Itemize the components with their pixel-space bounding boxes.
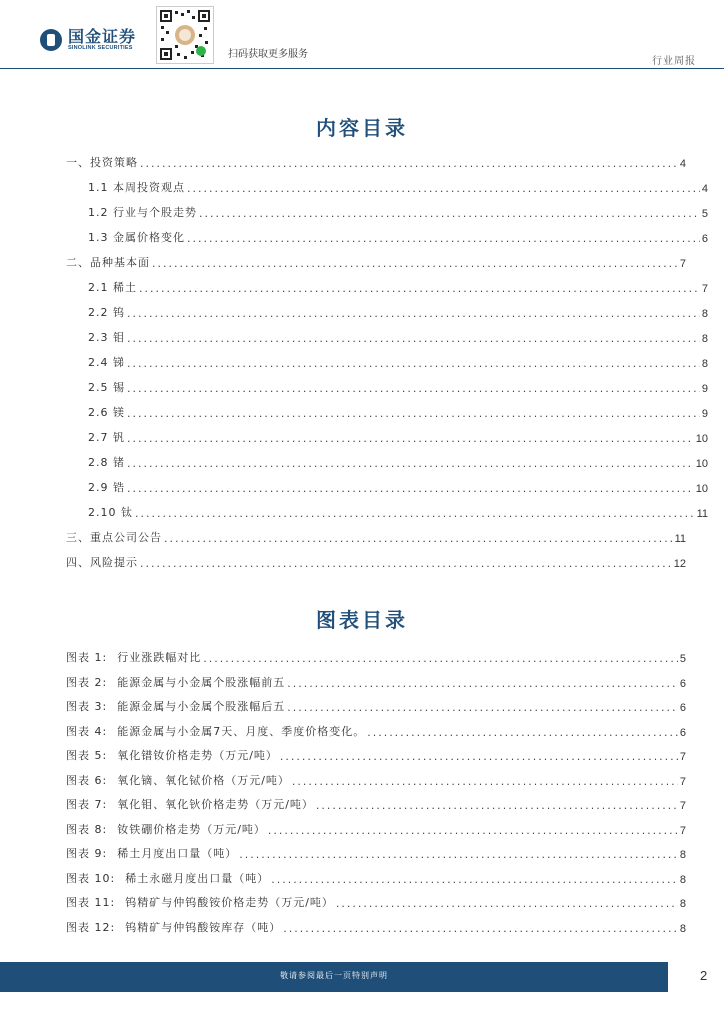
figure-page: 8 — [679, 922, 686, 935]
figure-label: 钨精矿与仲钨酸铵价格走势（万元/吨） — [125, 896, 334, 909]
dot-leader — [287, 677, 678, 690]
toc-entry[interactable] — [66, 404, 708, 420]
dot-leader — [187, 182, 700, 195]
toc-label: 二、品种基本面 — [66, 256, 150, 269]
brand-name-en: SINOLINK SECURITIES — [68, 45, 133, 51]
dot-leader — [127, 482, 694, 495]
figure-label: 氧化钼、氧化钬价格走势（万元/吨） — [117, 798, 314, 811]
toc-label: 2.2 钨 — [88, 306, 125, 319]
figure-label: 钨精矿与仲钨酸铵库存（吨） — [125, 920, 282, 934]
figure-entry[interactable] — [66, 723, 686, 739]
toc-entry[interactable] — [66, 354, 708, 370]
figure-entry[interactable] — [66, 821, 686, 837]
figure-label: 能源金属与小金属7天、月度、季度价格变化。 — [117, 724, 366, 738]
toc-label: 2.7 钒 — [88, 431, 125, 444]
toc-label: 三、重点公司公告 — [66, 531, 162, 544]
toc-label: 四、风险提示 — [66, 556, 138, 569]
toc-label: 2.3 钼 — [88, 331, 125, 344]
figure-label: 氧化镝、氧化铽价格（万元/吨） — [117, 773, 290, 787]
toc-label: 2.5 锡 — [88, 381, 125, 394]
toc-entry[interactable] — [66, 454, 708, 470]
figure-number: 图表 12: — [66, 920, 116, 934]
figure-entry[interactable] — [66, 845, 686, 861]
toc-entry[interactable] — [66, 429, 708, 445]
figure-label: 稀土月度出口量（吨） — [117, 847, 238, 860]
toc-entry[interactable] — [66, 179, 708, 195]
figure-number: 图表 11: — [66, 896, 116, 909]
toc-page: 10 — [695, 483, 708, 495]
toc-entry[interactable] — [66, 529, 686, 545]
figure-page: 8 — [679, 849, 686, 861]
toc-page: 8 — [701, 358, 708, 370]
dot-leader — [187, 232, 700, 245]
figure-entry[interactable] — [66, 919, 686, 935]
figure-entry[interactable] — [66, 674, 686, 690]
dot-leader — [127, 407, 700, 420]
toc-label: 1.2 行业与个股走势 — [88, 206, 197, 219]
dot-leader — [127, 432, 694, 445]
figure-number: 图表 3: — [66, 700, 108, 713]
toc-page: 7 — [701, 283, 708, 295]
figure-entry[interactable] — [66, 796, 686, 812]
page-header — [0, 0, 724, 70]
toc-entry[interactable] — [66, 204, 708, 220]
toc-page: 8 — [701, 308, 708, 320]
figure-number: 图表 1: — [66, 651, 108, 664]
dot-leader — [367, 726, 678, 739]
toc-entry[interactable] — [66, 379, 708, 395]
dot-leader — [140, 157, 678, 170]
figure-entry[interactable] — [66, 870, 686, 886]
toc-entry[interactable] — [66, 229, 708, 245]
toc-page: 7 — [679, 258, 686, 270]
toc-title: 内容目录 — [316, 116, 408, 140]
dot-leader — [271, 873, 678, 886]
dot-leader — [127, 307, 700, 320]
figure-page: 7 — [679, 775, 686, 788]
toc-label: 1.1 本周投资观点 — [88, 181, 185, 194]
figure-entry[interactable] — [66, 894, 686, 910]
figure-entry[interactable] — [66, 698, 686, 714]
figure-number: 图表 6: — [66, 773, 108, 787]
dot-leader — [127, 357, 700, 370]
toc-label: 2.6 镁 — [88, 406, 125, 419]
toc-entry[interactable] — [66, 279, 708, 295]
figure-page: 5 — [679, 653, 686, 665]
figure-number: 图表 8: — [66, 822, 108, 836]
toc-page: 11 — [674, 533, 686, 545]
dot-leader — [336, 897, 678, 910]
toc-entry[interactable] — [66, 329, 708, 345]
dot-leader — [316, 799, 678, 812]
dot-leader — [203, 652, 678, 665]
figure-label: 稀土永磁月度出口量（吨） — [125, 871, 270, 885]
dot-leader — [268, 824, 678, 837]
toc-page: 12 — [673, 558, 686, 570]
dot-leader — [199, 207, 700, 220]
dot-leader — [140, 557, 672, 570]
figure-entry[interactable] — [66, 747, 686, 763]
toc-label: 2.10 钛 — [88, 506, 133, 519]
toc-page: 9 — [701, 408, 708, 420]
figure-entry[interactable] — [66, 772, 686, 788]
toc-entry[interactable] — [66, 554, 686, 570]
toc-entry[interactable] — [66, 504, 708, 520]
figure-number: 图表 5: — [66, 749, 108, 762]
figure-label: 钕铁硼价格走势（万元/吨） — [117, 822, 266, 836]
logo-icon — [40, 29, 62, 51]
toc-entry[interactable] — [66, 479, 708, 495]
dot-leader — [164, 532, 673, 545]
dot-leader — [127, 457, 694, 470]
dot-leader — [152, 257, 678, 270]
figure-number: 图表 9: — [66, 847, 108, 860]
toc-page: 10 — [695, 433, 708, 445]
toc-label: 1.3 金属价格变化 — [88, 231, 185, 244]
brand-name-cn: 国金证券 — [68, 27, 137, 46]
dot-leader — [292, 775, 678, 788]
toc-page: 4 — [679, 158, 686, 170]
dot-leader — [239, 848, 678, 861]
figure-page: 6 — [679, 677, 686, 690]
toc-label: 2.9 锆 — [88, 481, 125, 494]
toc-page: 4 — [701, 183, 708, 195]
figure-label: 能源金属与小金属个股涨幅后五 — [117, 700, 286, 713]
document-type: 行业周报 — [652, 56, 696, 67]
figure-page: 7 — [679, 800, 686, 812]
toc-label: 一、投资策略 — [66, 156, 138, 169]
figure-number: 图表 2: — [66, 675, 108, 689]
figure-page: 7 — [679, 751, 686, 763]
dot-leader — [283, 922, 678, 935]
toc-page: 9 — [701, 383, 708, 395]
toc-label: 2.4 锑 — [88, 356, 125, 369]
figure-page: 7 — [679, 824, 686, 837]
toc-page: 5 — [701, 208, 708, 220]
figure-page: 6 — [679, 726, 686, 739]
page-number: 2 — [700, 968, 708, 983]
figure-label: 能源金属与小金属个股涨幅前五 — [117, 675, 286, 689]
toc-entry[interactable] — [66, 304, 708, 320]
dot-leader — [127, 382, 700, 395]
toc-page: 8 — [701, 333, 708, 345]
toc-entry[interactable] — [66, 254, 686, 270]
qr-caption: 扫码获取更多服务 — [228, 49, 308, 60]
toc-entry[interactable] — [66, 154, 686, 170]
toc-label: 2.8 锗 — [88, 456, 125, 469]
dot-leader — [287, 701, 678, 714]
header-divider — [0, 68, 724, 69]
toc-page: 10 — [695, 458, 708, 470]
qr-code-icon[interactable] — [156, 6, 214, 64]
figure-label: 行业涨跌幅对比 — [117, 651, 202, 664]
figure-number: 图表 10: — [66, 871, 116, 885]
figure-entry[interactable] — [66, 649, 686, 665]
company-logo — [40, 28, 136, 52]
toc-page: 6 — [701, 233, 708, 245]
toc-page: 11 — [696, 508, 708, 520]
figure-number: 图表 7: — [66, 798, 108, 811]
dot-leader — [139, 282, 700, 295]
dot-leader — [135, 507, 695, 520]
dot-leader — [127, 332, 700, 345]
figures-title: 图表目录 — [316, 608, 408, 632]
figure-number: 图表 4: — [66, 724, 108, 738]
dot-leader — [280, 750, 678, 763]
figure-label: 氧化镨钕价格走势（万元/吨） — [117, 749, 278, 762]
figure-page: 8 — [679, 898, 686, 910]
toc-label: 2.1 稀土 — [88, 281, 137, 294]
figure-page: 6 — [679, 702, 686, 714]
footer-disclaimer: 敬请参阅最后一页特别声明 — [280, 971, 388, 980]
figure-page: 8 — [679, 873, 686, 886]
